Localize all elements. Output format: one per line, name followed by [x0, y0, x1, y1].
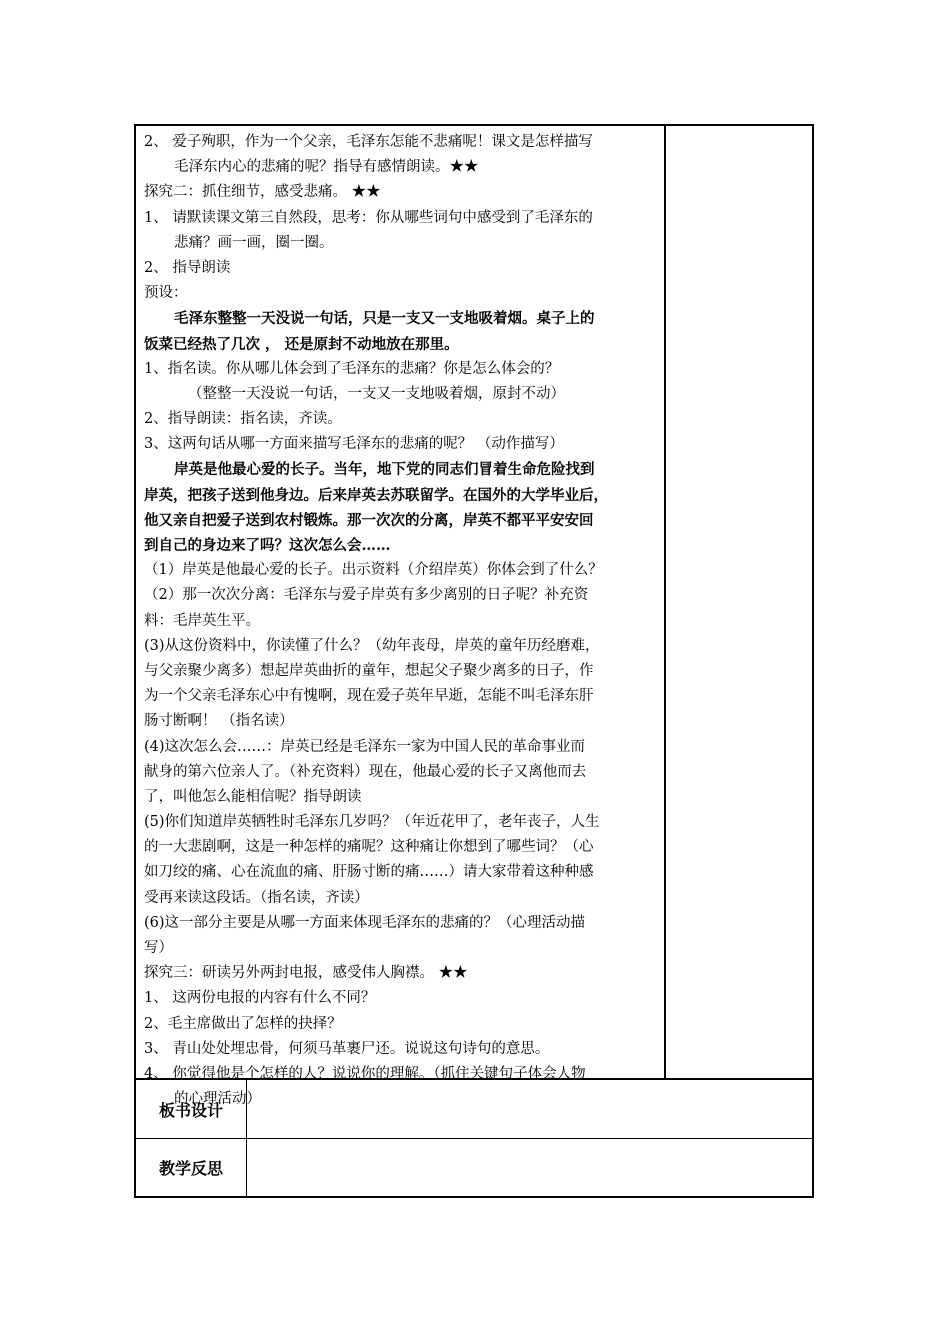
board-design-cell: [247, 1080, 812, 1138]
summary-table: [134, 1080, 814, 1198]
lesson-line: 为一个父亲毛泽东心中有愧啊，现在爱子英年早逝，怎能不叫毛泽东肝: [144, 688, 594, 705]
lesson-line: 2、指导朗读：指名读，齐读。: [144, 411, 342, 428]
lesson-line: (4)这次怎么会……：岸英已经是毛泽东一家为中国人民的革命事业而: [144, 738, 586, 755]
lesson-line: 他又亲自把爱子送到农村锻炼。那一次次的分离，岸英不都平平安安回: [144, 511, 594, 529]
lesson-line: 3、 青山处处埋忠骨，何须马革裹尸还。说说这句诗句的意思。: [144, 1040, 550, 1057]
lesson-line: 的心理活动）: [174, 1091, 261, 1108]
lesson-line: 献身的第六位亲人了。（补充资料）现在，他最心爱的长子又离他而去: [144, 763, 587, 780]
lesson-line: 4、 你觉得他是个怎样的人？说说你的理解。（抓住关键句子体会人物: [144, 1065, 586, 1082]
lesson-line: 1、 请默读课文第三自然段，思考：你从哪些词句中感受到了毛泽东的: [144, 209, 593, 226]
lesson-line: 岸英是他最心爱的长子。当年，地下党的同志们冒着生命危险找到: [174, 461, 595, 479]
lesson-line: 毛泽东整整一天没说一句话，只是一支又一支地吸着烟。桌子上的: [174, 310, 595, 328]
lesson-line: 岸英，把孩子送到他身边。后来岸英去苏联留学。在国外的大学毕业后，: [144, 486, 608, 504]
lesson-line: （1）岸英是他最心爱的长子。出示资料（介绍岸英）你体会到了什么？: [144, 562, 603, 579]
lesson-line: 料：毛岸英生平。: [144, 612, 260, 629]
lesson-line: 3、这两句话从哪一方面来描写毛泽东的悲痛的呢？ （动作描写）: [144, 436, 564, 453]
lesson-line: 预设：: [144, 285, 188, 302]
lesson-line: 2、毛主席做出了怎样的抉择？: [144, 1015, 342, 1032]
lesson-line: 毛泽东内心的悲痛的呢？指导有感情朗读。★★: [174, 159, 479, 176]
lesson-line: 肠寸断啊！ （指名读）: [144, 713, 294, 730]
lesson-line: 探究二：抓住细节，感受悲痛。 ★★: [144, 184, 381, 201]
lesson-line: 的一大悲剧啊，这是一种怎样的痛呢？这种痛让你想到了哪些词？（心: [144, 839, 594, 856]
lesson-line: 如刀绞的痛、心在流血的痛、肝肠寸断的痛……）请大家带着这种种感: [144, 864, 594, 881]
lesson-table: [134, 124, 814, 1108]
lesson-line: （2）那一次次分离：毛泽东与爱子岸英有多少离别的日子呢？补充资: [144, 587, 589, 604]
lesson-line: 1、 这两份电报的内容有什么不同？: [144, 990, 376, 1007]
teaching-reflection-label: 教学反思: [136, 1138, 247, 1196]
lesson-line: 2、 指导朗读: [144, 259, 231, 276]
lesson-line: 写）: [144, 940, 173, 956]
lesson-line: (6)这一部分主要是从哪一方面来体现毛泽东的悲痛的？（心理活动描: [144, 914, 586, 931]
lesson-content-cell: [136, 126, 666, 1108]
lesson-line: 1、指名读。你从哪儿体会到了毛泽东的悲痛？你是怎么体会的？: [144, 360, 560, 377]
lesson-line: 到自己的身边来了吗？这次怎么会……: [144, 537, 391, 554]
lesson-line: 探究三：研读另外两封电报，感受伟人胸襟。 ★★: [144, 965, 468, 982]
lesson-line: 了，叫他怎么能相信呢？指导朗读: [144, 788, 362, 805]
lesson-line: 饭菜已经热了几次 ， 还是原封不动地放在那里。: [144, 335, 459, 353]
lesson-line: 受再来读这段话。（指名读，齐读）: [144, 889, 369, 906]
lesson-line: 悲痛？画一画，圈一圈。: [174, 234, 334, 251]
lesson-line: 2、 爱子殉职，作为一个父亲，毛泽东怎能不悲痛呢！课文是怎样描写: [144, 134, 593, 150]
board-design-label: 板书设计: [136, 1080, 247, 1138]
lesson-line: (5)你们知道岸英牺牲时毛泽东几岁吗？（年近花甲了，老年丧子，人生: [144, 814, 600, 831]
lesson-line: (3)从这份资料中，你读懂了什么？（幼年丧母，岸英的童年历经磨难，: [144, 637, 600, 654]
teaching-reflection-row: [136, 1138, 812, 1196]
lesson-line: 与父亲聚少离多）想起岸英曲折的童年，想起父子聚少离多的日子，作: [144, 662, 594, 679]
lesson-line: （整整一天没说一句话，一支又一支地吸着烟，原封不动）: [188, 385, 565, 402]
notes-cell: [666, 126, 812, 1078]
board-design-row: [136, 1080, 812, 1139]
teaching-reflection-cell: [247, 1138, 812, 1196]
